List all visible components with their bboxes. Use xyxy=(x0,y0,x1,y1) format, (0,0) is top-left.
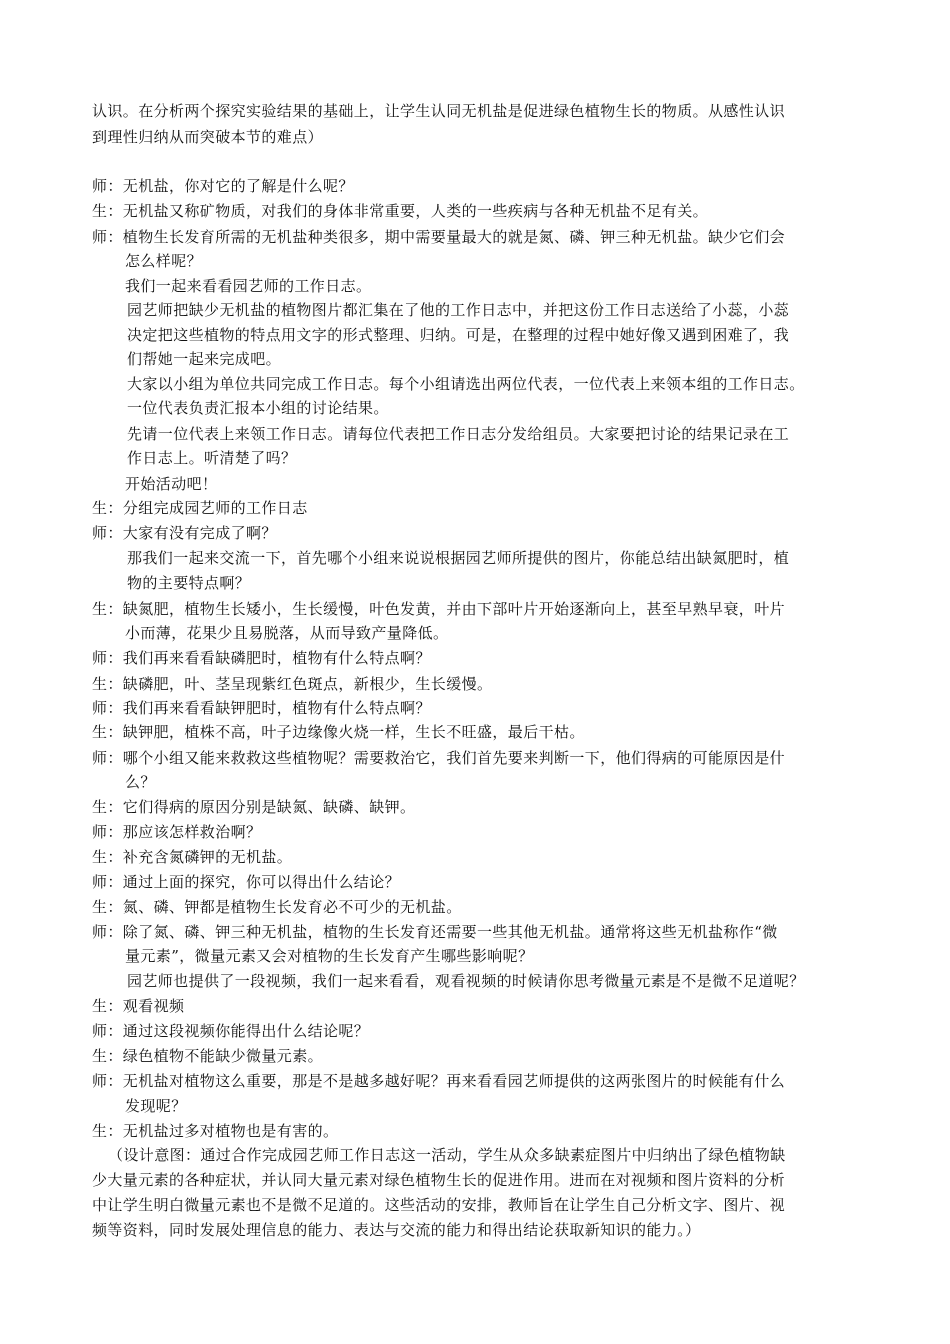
text-line: 小而薄，花果少且易脱落，从而导致产量降低。 xyxy=(125,624,449,642)
text-line: 物的主要特点啊？ xyxy=(127,574,251,592)
text-line: 到理性归纳从而突破本节的难点） xyxy=(92,128,324,146)
text-line: 大家以小组为单位共同完成工作日志。每个小组请选出两位代表，一位代表上来领本组的工作日志。 xyxy=(127,375,805,393)
text-line: 么？ xyxy=(125,773,156,791)
text-line: 决定把这些植物的特点用文字的形式整理、归纳。可是，在整理的过程中她好像又遇到困难了，我 xyxy=(127,326,790,344)
text-line: 量元素”，微量元素又会对植物的生长发育产生哪些影响呢？ xyxy=(125,947,534,965)
text-line: 作日志上。听清楚了吗？ xyxy=(127,449,297,467)
text-line: 师：通过这段视频你能得出什么结论呢？ xyxy=(92,1022,370,1040)
text-line: 那我们一起来交流一下，首先哪个小组来说说根据园艺师所提供的图片，你能总结出缺氮肥时，植 xyxy=(127,549,790,567)
text-line: 一位代表负责汇报本小组的讨论结果。 xyxy=(127,399,389,417)
text-line: 怎么样呢？ xyxy=(125,252,203,270)
text-line: 师：无机盐，你对它的了解是什么呢？ xyxy=(92,177,354,195)
text-line: 们帮她一起来完成吧。 xyxy=(127,350,282,368)
text-line: 生：它们得病的原因分别是缺氮、缺磷、缺钾。 xyxy=(92,798,416,816)
text-line: 生：缺磷肥，叶、茎呈现紫红色斑点，新根少，生长缓慢。 xyxy=(92,675,493,693)
text-line: 中让学生明白微量元素也不是微不足道的。这些活动的安排，教师旨在让学生自己分析文字、图片、视 xyxy=(92,1196,786,1214)
text-line: 生：缺氮肥，植物生长矮小，生长缓慢，叶色发黄，并由下部叶片开始逐渐向上，甚至早熟早衰，叶片 xyxy=(92,600,786,618)
text-line: 生：补充含氮磷钾的无机盐。 xyxy=(92,848,293,866)
text-line: 师：无机盐对植物这么重要，那是不是越多越好呢？再来看看园艺师提供的这两张图片的时候能有什么 xyxy=(92,1072,786,1090)
text-line: 我们一起来看看园艺师的工作日志。 xyxy=(125,277,372,295)
text-line: 生：观看视频 xyxy=(92,997,185,1015)
text-line: 生：分组完成园艺师的工作日志 xyxy=(92,499,308,517)
text-line: 师：通过上面的探究，你可以得出什么结论？ xyxy=(92,873,401,891)
text-line: 师：我们再来看看缺磷肥时，植物有什么特点啊？ xyxy=(92,649,431,667)
text-line: 师：除了氮、磷、钾三种无机盐，植物的生长发育还需要一些其他无机盐。通常将这些无机盐称作“微 xyxy=(92,923,778,941)
text-line: （设计意图：通过合作完成园艺师工作日志这一活动，学生从众多缺素症图片中归纳出了绿色植物缺 xyxy=(108,1146,786,1164)
text-line: 园艺师把缺少无机盐的植物图片都汇集在了他的工作日志中，并把这份工作日志送给了小蕊，小蕊 xyxy=(127,301,790,319)
text-line: 师：植物生长发育所需的无机盐种类很多，期中需要量最大的就是氮、磷、钾三种无机盐。缺少它们会 xyxy=(92,228,786,246)
text-line: 频等资料，同时发展处理信息的能力、表达与交流的能力和得出结论获取新知识的能力。） xyxy=(92,1221,701,1239)
text-line: 发现呢？ xyxy=(125,1097,187,1115)
text-line: 师：那应该怎样救治啊？ xyxy=(92,823,262,841)
text-line: 生：无机盐又称矿物质，对我们的身体非常重要，人类的一些疾病与各种无机盐不足有关。 xyxy=(92,202,709,220)
text-line: 生：无机盐过多对植物也是有害的。 xyxy=(92,1122,339,1140)
text-line: 开始活动吧！ xyxy=(125,475,218,493)
text-line: 生：绿色植物不能缺少微量元素。 xyxy=(92,1047,324,1065)
text-line: 师：大家有没有完成了啊？ xyxy=(92,524,277,542)
text-line: 园艺师也提供了一段视频，我们一起来看看，观看视频的时候请你思考微量元素是不是微不足道呢？ xyxy=(127,972,805,990)
text-line: 生：缺钾肥，植株不高，叶子边缘像火烧一样，生长不旺盛，最后干枯。 xyxy=(92,723,585,741)
text-line: 先请一位代表上来领工作日志。请每位代表把工作日志分发给组员。大家要把讨论的结果记录在工 xyxy=(127,425,790,443)
text-line: 师：哪个小组又能来救救这些植物呢？需要救治它，我们首先要来判断一下，他们得病的可能原因是什 xyxy=(92,749,786,767)
text-line: 少大量元素的各种症状，并认同大量元素对绿色植物生长的促进作用。进而在对视频和图片资料的分析 xyxy=(92,1171,786,1189)
text-line: 认识。在分析两个探究实验结果的基础上，让学生认同无机盐是促进绿色植物生长的物质。从感性认识 xyxy=(92,102,786,120)
text-line: 生：氮、磷、钾都是植物生长发育必不可少的无机盐。 xyxy=(92,898,462,916)
text-line: 师：我们再来看看缺钾肥时，植物有什么特点啊？ xyxy=(92,699,431,717)
